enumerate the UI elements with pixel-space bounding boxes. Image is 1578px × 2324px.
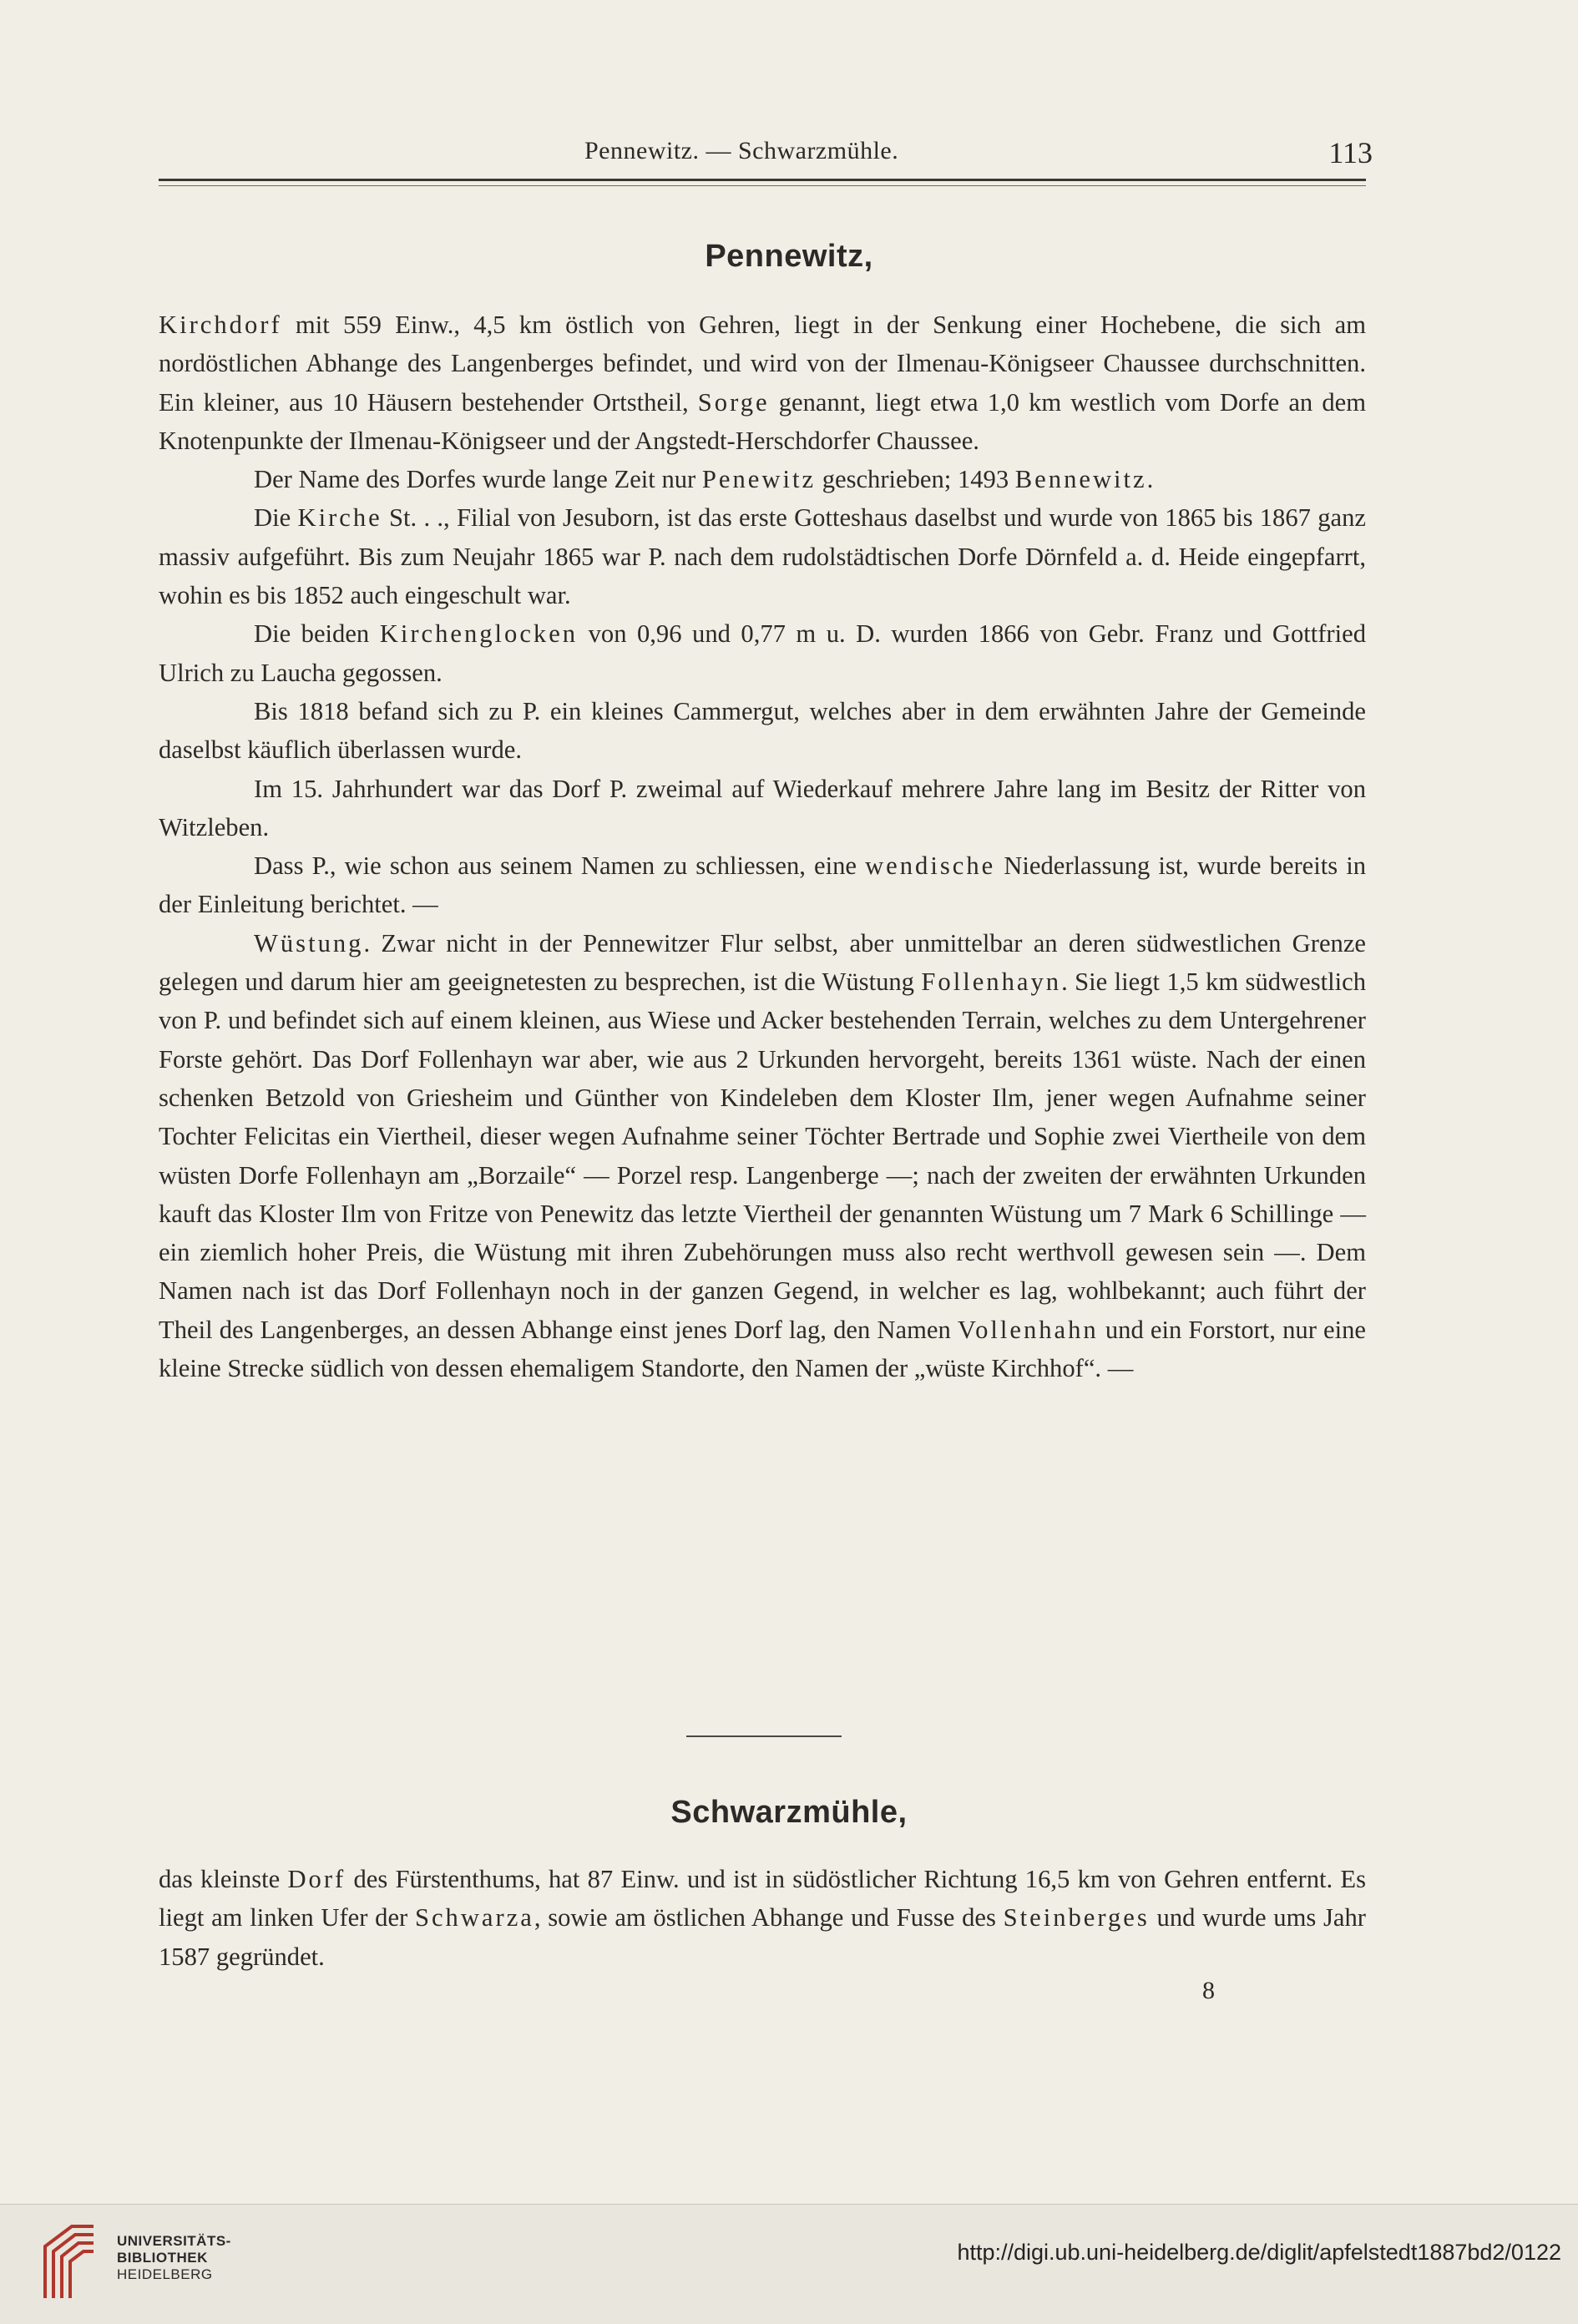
paragraph: Die Kirche St. . ., Filial von Jesuborn, ist das erste Gotteshaus daselbst und wurde von 1865 bis 1867 ganz massiv aufgeführt. Bis zum Neujahr 1865 war P. nach dem rudolstädtischen Dorfe Dörnfeld a. d. Heide eingepfarrt, wohin es bis 1852 auch eingeschult war. (159, 503, 1366, 610)
signature-mark: 8 (1202, 1977, 1215, 2004)
footer-bar (0, 2204, 1578, 2324)
running-header (159, 137, 1378, 177)
section-title-pennewitz: Pennewitz, (705, 239, 873, 274)
running-title: Pennewitz. — Schwarzmühle. (584, 137, 899, 164)
paragraph: Bis 1818 befand sich zu P. ein kleines Cammergut, welches aber in dem erwähnten Jahre der Gemeinde daselbst käuflich überlassen wurde. (159, 696, 1366, 765)
paragraph: Im 15. Jahrhundert war das Dorf P. zweimal auf Wiederkauf mehrere Jahre lang im Besitz der Ritter von Witzleben. (159, 774, 1366, 841)
section-body-pennewitz (159, 306, 1366, 1387)
paragraph: Wüstung. Zwar nicht in der Pennewitzer Flur selbst, aber unmittelbar an deren südwestlichen Grenze gelegen und darum hier am geeignetesten zu besprechen, ist die Wüstung Follenhayn. Sie liegt 1,5 km südwestlich von P. und befindet sich auf einem kleinen, aus Wiese und Acker bestehenden Terrain, welches zu dem Untergehrener Forste gehört. Das Dorf Follenhayn war aber, wie aus 2 Urkunden hervorgeht, bereits 1361 wüste. Nach der einen schenken Betzold von Griesheim und Günther von Kindeleben dem Kloster Ilm, jener wegen Aufnahme seiner Tochter Felicitas ein Viertheil, dieser wegen Aufnahme seiner Töchter Bertrade und Sophie zwei Viertheile von dem wüsten Dorfe Follenhayn am „Borzaile“ — Porzel resp. Langenberge —; nach der zweiten der erwähnten Urkunden kauft das Kloster Ilm von Fritze von Penewitz das letzte Viertheil der genannten Wüstung um 7 Mark 6 Schillinge — ein ziemlich hoher Preis, die Wüstung mit ihren Zubehörungen muss also recht werthvoll gewesen sein —. Dem Namen nach ist das Dorf Follenhayn noch in der ganzen Gegend, in welcher es lag, wohlbekannt; auch führt der Theil des Langenberges, an dessen Abhange einst jenes Dorf lag, den Namen Vollenhahn und ein Forstort, nur eine kleine Strecke südlich von dessen ehemaligem Standorte, den Namen der „wüste Kirchhof“. — (159, 928, 1366, 1383)
paragraph: Kirchdorf mit 559 Einw., 4,5 km östlich von Gehren, liegt in der Senkung einer Hochebene, die sich am nordöstlichen Abhange des Langenberges befindet, und wird von der Ilmenau-Königseer Chaussee durchschnitten. Ein kleiner, aus 10 Häusern bestehender Ortstheil, Sorge genannt, liegt etwa 1,0 km westlich vom Dorfe an dem Knotenpunkte der Ilmenau-Königseer und der Angstedt-Herschdorfer Chaussee. (159, 311, 1366, 455)
page-number: 113 (1328, 136, 1373, 169)
section-title-schwarzmuehle: Schwarzmühle, (670, 1795, 908, 1830)
library-name: UNIVERSITÄTS- BIBLIOTHEK HEIDELBERG (117, 2233, 231, 2282)
library-logo-icon (38, 2221, 99, 2305)
section-body-schwarzmuehle (159, 1860, 1366, 1976)
paragraph: Die beiden Kirchenglocken von 0,96 und 0,77 m u. D. wurden 1866 von Gebr. Franz und Gottfried Ulrich zu Laucha gegossen. (159, 619, 1366, 687)
paragraph: das kleinste Dorf des Fürstenthums, hat 87 Einw. und ist in südöstlicher Richtung 16,5 km von Gehren entfernt. Es liegt am linken Ufer der Schwarza, sowie am östlichen Abhange und Fusse des Steinberges und wurde ums Jahr 1587 gegründet. (159, 1865, 1366, 1971)
paragraph: Der Name des Dorfes wurde lange Zeit nur Penewitz geschrieben; 1493 Bennewitz. (254, 465, 1154, 494)
section-separator (686, 1735, 842, 1737)
permalink-url[interactable]: http://digi.ub.uni-heidelberg.de/diglit/apfelstedt1887bd2/0122 (957, 2240, 1561, 2265)
paragraph: Dass P., wie schon aus seinem Namen zu schliessen, eine wendische Niederlassung ist, wurde bereits in der Einleitung berichtet. — (159, 851, 1366, 919)
header-rule (159, 179, 1366, 181)
header-rule-thin (159, 185, 1366, 186)
